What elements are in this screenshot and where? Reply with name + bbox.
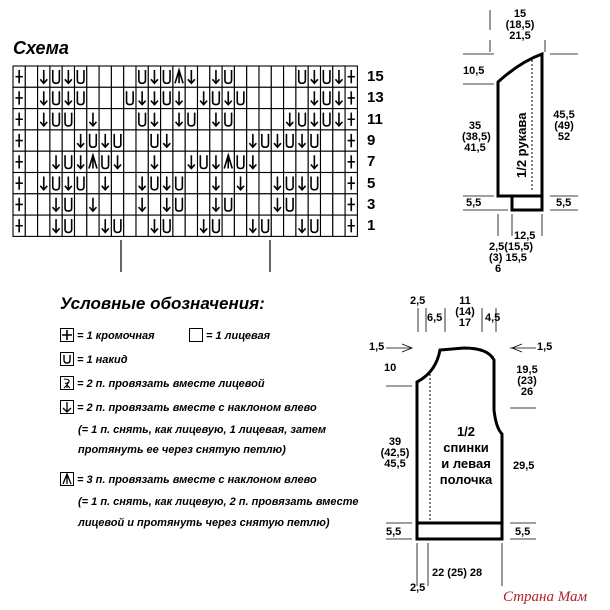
legend-sk2p: = 3 п. провязать вместе с наклоном влево: [60, 472, 317, 486]
body-hem: [417, 523, 502, 539]
body-label: 1/2 спинки и левая полочка: [439, 424, 493, 487]
body-side: 29,5: [513, 460, 535, 472]
legend-k2tog: = 2 п. провязать вместе лицевой: [60, 376, 265, 390]
sleeve-bottom: 12,5 2,5(15,5) (3) 15,5 6: [489, 230, 536, 275]
legend-yarnover: = 1 накид: [60, 352, 128, 366]
watermark-text: Страна Мам: [503, 589, 588, 605]
row-number: 11: [367, 110, 383, 128]
row-number: 9: [367, 131, 376, 149]
sleeve-top-width: 15 (18,5) 21,5: [505, 8, 535, 42]
row-number: 13: [367, 89, 384, 107]
body-total-left: 39 (42,5) 45,5: [380, 436, 410, 470]
body-neck-depth: 10: [384, 362, 397, 374]
legend-ssk-note2: протянуть ее через снятую петлю): [78, 444, 286, 456]
sleeve-cuff-left: 5,5: [466, 197, 482, 209]
legend-ssk-note1: (= 1 п. снять, как лицевую, 1 лицевая, затем: [78, 424, 326, 436]
body-top-mid: 11 (14) 17: [455, 295, 475, 329]
row-number: 1: [367, 217, 376, 235]
legend-sk2p-note2: лицевой и протянуть через снятую петлю): [78, 517, 330, 529]
body-hem-right: 5,5: [515, 526, 531, 538]
row-number: 15: [367, 68, 384, 85]
legend-knit: = 1 лицевая: [189, 328, 270, 342]
sleeve-height-left: 35 (38,5) 41,5: [462, 120, 491, 154]
legend-ssk: = 2 п. провязать вместе с наклоном влево: [60, 400, 317, 414]
row-number: 7: [367, 153, 376, 171]
legend-edge: = 1 кромочная: [60, 328, 155, 342]
legend-sk2p-note1: (= 1 п. снять, как лицевую, 2 п. провязать вместе: [78, 496, 359, 508]
row-number: 3: [367, 195, 376, 213]
body-shoulder-right: 1,5: [537, 341, 553, 353]
row-number: 5: [367, 174, 376, 192]
scheme-title: Схема: [13, 38, 69, 58]
sleeve-label: 1/2 рукава: [514, 112, 529, 178]
body-bottom-width: 22 (25) 28: [432, 567, 483, 579]
sleeve-height-right: 45,5 (49) 52: [553, 109, 575, 143]
sleeve-cuff-right: 5,5: [556, 197, 572, 209]
body-armhole: 19,5 (23) 26: [516, 364, 538, 398]
body-top-left: 2,5: [410, 295, 426, 307]
body-bottom-left: 2,5: [410, 582, 426, 594]
body-shoulder-left: 1,5: [369, 341, 385, 353]
body-top-neck: 6,5: [427, 312, 443, 324]
body-hem-left: 5,5: [386, 526, 402, 538]
sleeve-cap: 10,5: [463, 65, 485, 77]
legend-title: Условные обозначения:: [60, 294, 265, 313]
body-top-right: 4,5: [485, 312, 501, 324]
